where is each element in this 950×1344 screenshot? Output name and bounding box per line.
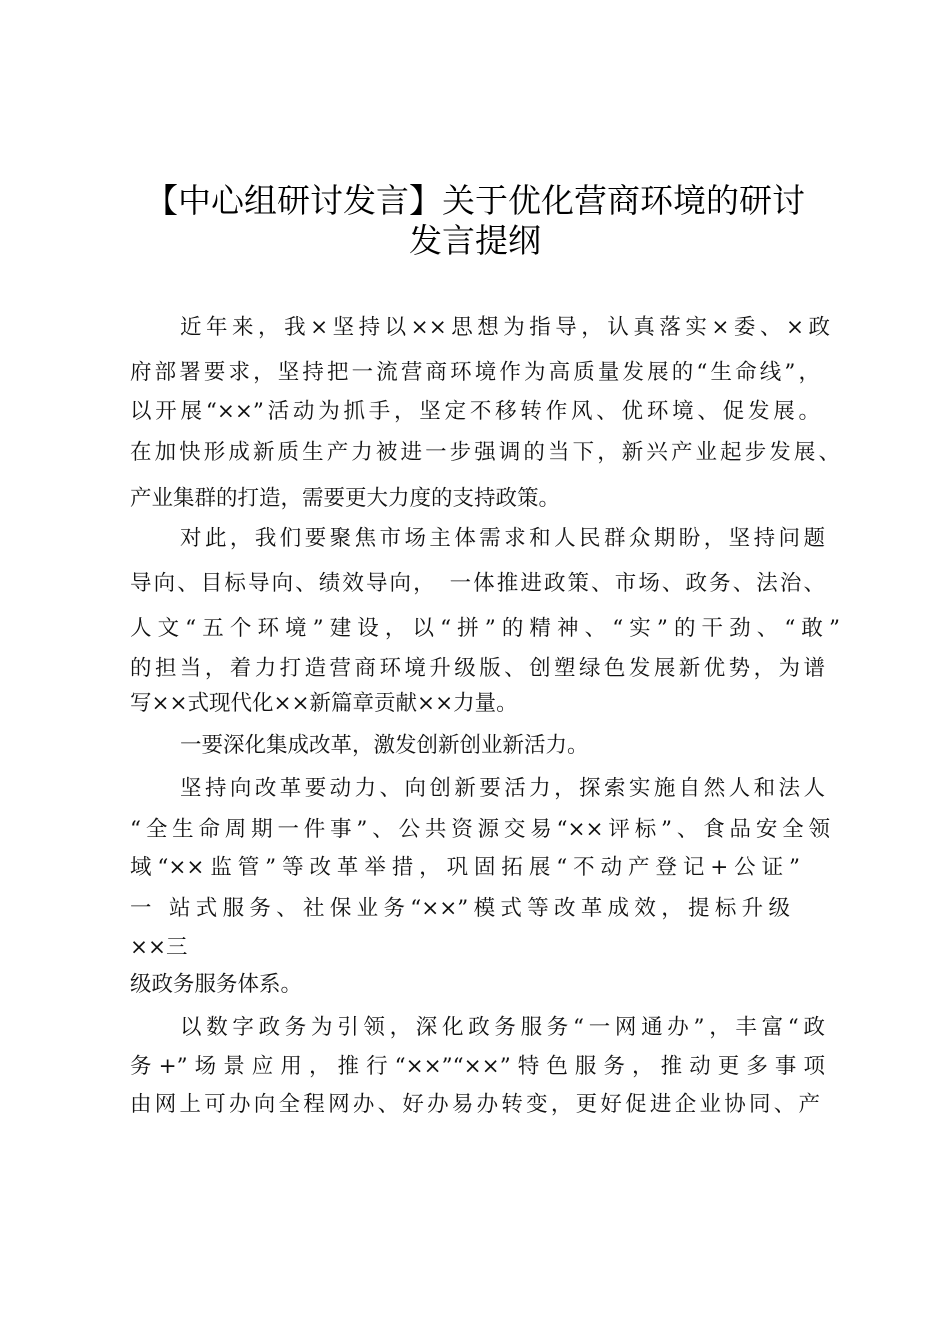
body-line-2: 府部署要求，坚持把一流营商环境作为高质量发展的“生命线”， xyxy=(130,360,820,385)
body-line-6: 对此，我们要聚焦市场主体需求和人民群众期盼，坚持问题 xyxy=(180,526,825,551)
body-line-4: 在加快形成新质生产力被进一步强调的当下，新兴产业起步发展、 xyxy=(130,440,840,465)
body-line-18: 以数字政务为引领，深化政务服务“一网通办”，丰富“政 xyxy=(180,1015,825,1040)
body-line-3: 以开展“××”活动为抓手，坚定不移转作风、优环境、促发展。 xyxy=(130,399,820,424)
body-line-7: 导向、目标导向、绩效导向， 一体推进政策、市场、政务、法治、 xyxy=(130,571,825,596)
body-line-10: 写××式现代化××新篇章贡献××力量。 xyxy=(130,691,518,716)
document-title-line-1: 【中心组研讨发言】关于优化营商环境的研讨 xyxy=(145,181,805,220)
body-line-1: 近年来，我×坚持以××思想为指导，认真落实×委、×政 xyxy=(180,315,830,340)
body-line-19: 务+”场景应用，推行“××”“××”特色服务，推动更多事项 xyxy=(130,1054,825,1079)
body-line-20: 由网上可办向全程网办、好办易办转变，更好促进企业协同、产 xyxy=(130,1092,820,1117)
body-line-16: ××三 xyxy=(130,935,188,960)
body-line-13: “全生命周期一件事”、公共资源交易“××评标”、食品安全领 xyxy=(130,817,830,842)
section-heading-1: 一要深化集成改革，激发创新创业新活力。 xyxy=(180,733,589,758)
body-line-15: 一 站式服务、社保业务“××”模式等改革成效，提标升级 xyxy=(130,896,790,921)
body-line-8: 人文“五个环境”建设，以“拼”的精神、“实”的干劲、“敢” xyxy=(130,616,840,641)
body-line-17: 级政务服务体系。 xyxy=(130,972,303,997)
body-line-14: 域“××监管”等改革举措，巩固拓展“不动产登记+公证” xyxy=(130,855,800,880)
body-line-12: 坚持向改革要动力、向创新要活力，探索实施自然人和法人 xyxy=(180,776,825,801)
document-title-line-2: 发言提纲 xyxy=(409,221,541,260)
body-line-9: 的担当，着力打造营商环境升级版、创塑绿色发展新优势，为谱 xyxy=(130,656,825,681)
body-line-5: 产业集群的打造，需要更大力度的支持政策。 xyxy=(130,486,561,511)
